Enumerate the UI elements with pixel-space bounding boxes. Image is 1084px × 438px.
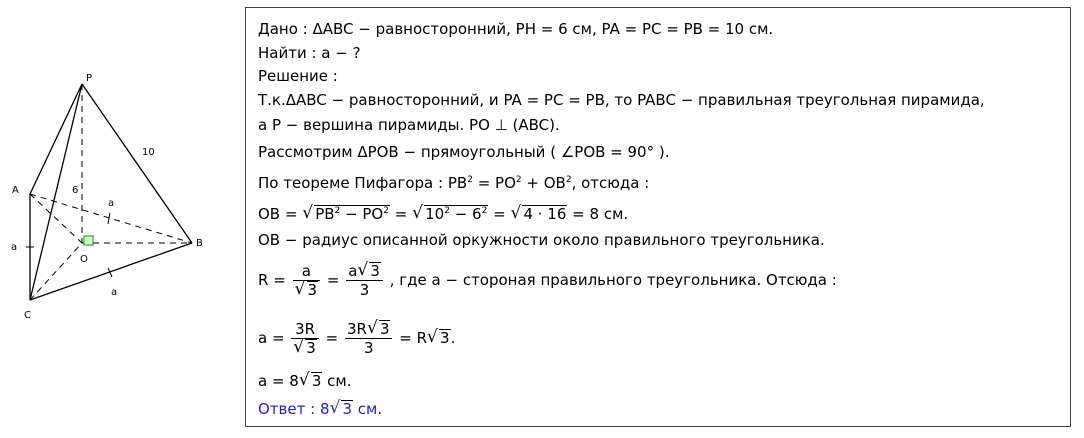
radius-formula-line: R = a √ 3 = $\frac{a√ 3}{3}$ , где a − стороная правильного треугольника. Отсюда : [258, 262, 837, 299]
label-height: 6 [72, 185, 79, 196]
label-edge-pb: 10 [142, 147, 155, 158]
radius-line: OB − радиус описанной оркужности около правильного треугольника. [258, 231, 825, 249]
pyramid-figure [0, 0, 245, 438]
solution-heading: Решение : [258, 67, 338, 85]
label-p: P [86, 73, 93, 84]
pythagoras-line: По теореме Пифагора : $PB^2 = PO^2 + OB^2$, отсюда : [258, 174, 650, 192]
side-formula-line: a = 3R √ 3 = $\frac{3R√ 3}{3}$ = R√ 3. [258, 320, 455, 357]
find-line: Найти : a − ? [258, 44, 361, 62]
edge-pb [82, 84, 192, 243]
solution-box [245, 7, 1071, 427]
tick-ab [108, 213, 110, 224]
label-side-ac: a [11, 242, 18, 253]
label-a: A [12, 185, 19, 196]
triangle-pob-line: Рассмотрим ΔPOB − прямоугольный ( ∠POB = 90° ). [258, 143, 670, 161]
answer-line: Ответ : 8√ 3 см. [258, 400, 382, 418]
reasoning-line-1: Т.к.ΔABC − равносторонний, и PA = PC = PB, то PABC − правильная треугольная пирамида, [258, 91, 985, 109]
reasoning-line-2: a P − вершина пирамиды. PO ⊥ (ABC). [258, 116, 560, 134]
label-o: O [80, 254, 88, 265]
label-b: B [196, 238, 203, 249]
label-c: C [24, 310, 31, 321]
edge-pa [30, 84, 82, 194]
label-side-ab: a [108, 198, 115, 209]
right-angle-marker [84, 236, 93, 245]
given-line: Дано : ΔABC − равносторонний, PH = 6 см, PA = PC = PB = 10 см. [258, 20, 774, 38]
ob-calculation-line: OB = √ $PB^2 - PO^2$ = √ $10^2 - 6^2$ = √ 4 · 16 = 8 см. [258, 205, 628, 223]
label-side-cb: a [111, 287, 118, 298]
side-value-line: a = 8√ 3 см. [258, 372, 352, 390]
